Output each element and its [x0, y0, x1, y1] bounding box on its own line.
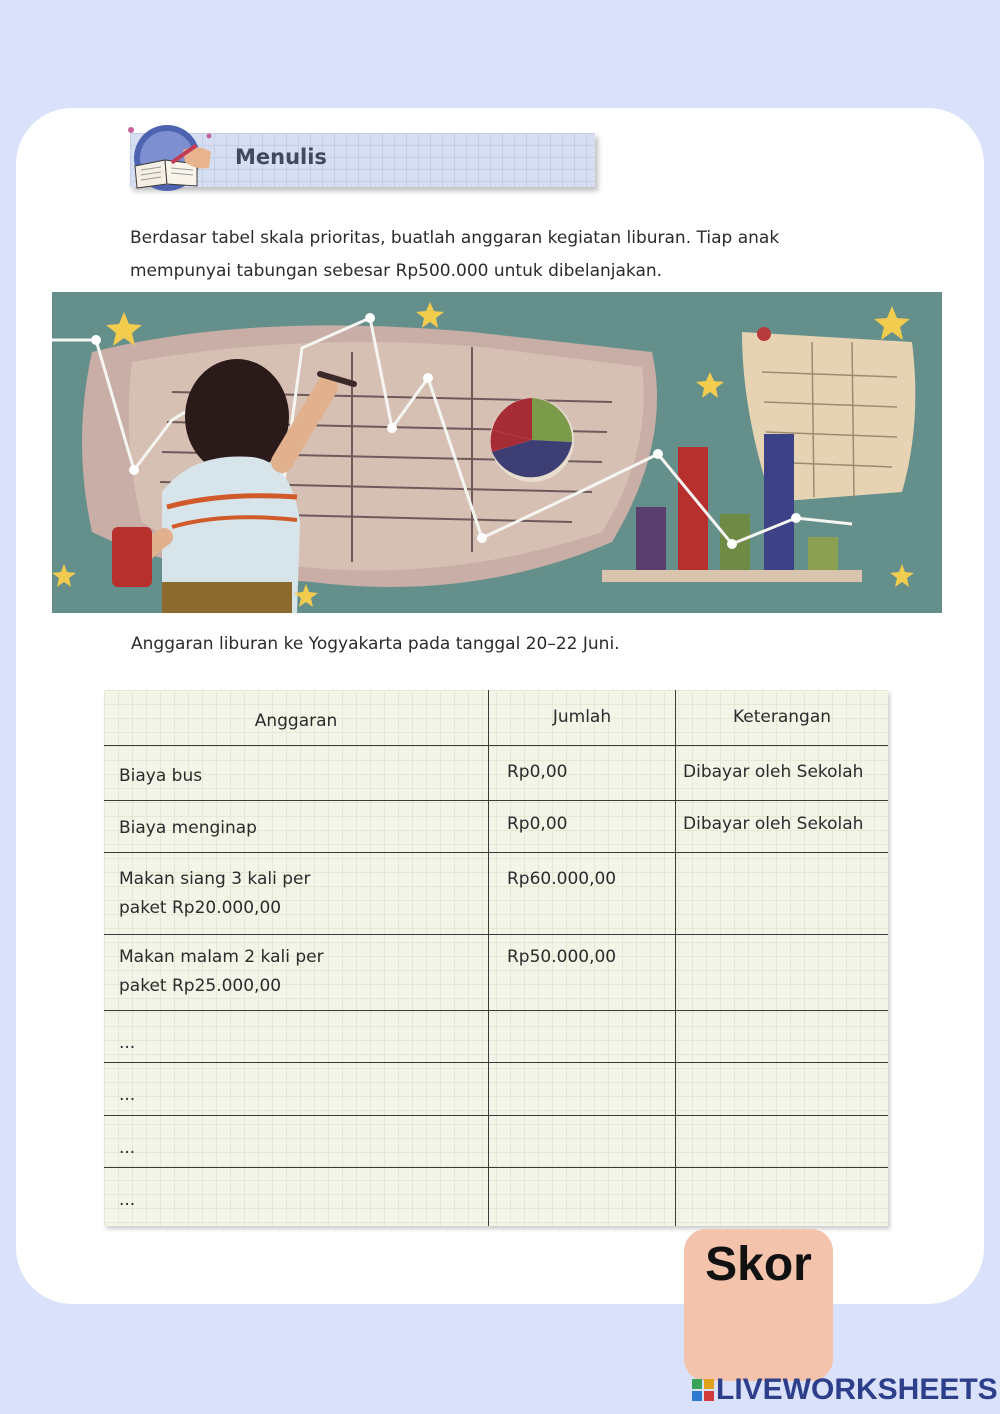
row-item: Biaya menginap — [119, 818, 257, 838]
row-amount: Rp0,00 — [488, 746, 675, 800]
row-note[interactable] — [675, 1063, 888, 1115]
row-note: Dibayar oleh Sekolah — [675, 746, 888, 800]
header-keterangan: Keterangan — [675, 690, 888, 745]
row-note[interactable] — [675, 853, 888, 934]
table-row — [104, 853, 888, 935]
child-drawing-chart-illustration — [52, 292, 942, 613]
row-note: Dibayar oleh Sekolah — [675, 801, 888, 852]
section-title: Menulis — [235, 145, 327, 169]
row-item[interactable]: ... — [119, 1138, 136, 1158]
row-amount: Rp50.000,00 — [488, 935, 675, 1010]
score-label: Skor — [705, 1238, 812, 1291]
intro-line-2: mempunyai tabungan sebesar Rp500.000 untuk dibelanjakan. — [130, 261, 663, 281]
table-row — [104, 1011, 888, 1063]
row-item-detail: paket Rp20.000,00 — [119, 898, 282, 918]
budget-table — [104, 690, 888, 1226]
liveworksheets-logo-icon — [692, 1379, 714, 1401]
intro-text — [130, 222, 890, 288]
intro-line-1: Berdasar tabel skala prioritas, buatlah anggaran kegiatan liburan. Tiap anak — [130, 228, 780, 248]
row-amount[interactable] — [488, 1168, 675, 1226]
table-row — [104, 801, 888, 853]
row-note[interactable] — [675, 1116, 888, 1167]
table-row — [104, 1063, 888, 1116]
row-item[interactable]: ... — [119, 1190, 136, 1210]
header-jumlah: Jumlah — [488, 690, 675, 745]
table-row — [104, 1116, 888, 1168]
table-row — [104, 935, 888, 1011]
table-caption: Anggaran liburan ke Yogyakarta pada tanggal 20–22 Juni. — [131, 634, 620, 654]
table-header-row — [104, 690, 888, 746]
table-row — [104, 746, 888, 801]
book-writing-icon — [125, 122, 217, 192]
header-anggaran: Anggaran — [254, 711, 338, 731]
liveworksheets-brand — [692, 1372, 998, 1408]
row-amount[interactable] — [488, 1063, 675, 1115]
row-item[interactable]: ... — [119, 1033, 136, 1053]
row-item-detail: paket Rp25.000,00 — [119, 976, 282, 996]
row-item: Biaya bus — [119, 766, 203, 786]
row-note[interactable] — [675, 1011, 888, 1062]
row-note[interactable] — [675, 1168, 888, 1226]
row-item: Makan siang 3 kali per — [119, 869, 311, 889]
score-box[interactable] — [684, 1229, 833, 1381]
brand-name: LIVEWORKSHEETS — [716, 1373, 998, 1406]
row-amount[interactable] — [488, 1011, 675, 1062]
row-item: Makan malam 2 kali per — [119, 947, 324, 967]
row-amount: Rp0,00 — [488, 801, 675, 852]
row-amount[interactable] — [488, 1116, 675, 1167]
row-amount: Rp60.000,00 — [488, 853, 675, 934]
row-note[interactable] — [675, 935, 888, 1010]
row-item[interactable]: ... — [119, 1085, 136, 1105]
table-row — [104, 1168, 888, 1226]
